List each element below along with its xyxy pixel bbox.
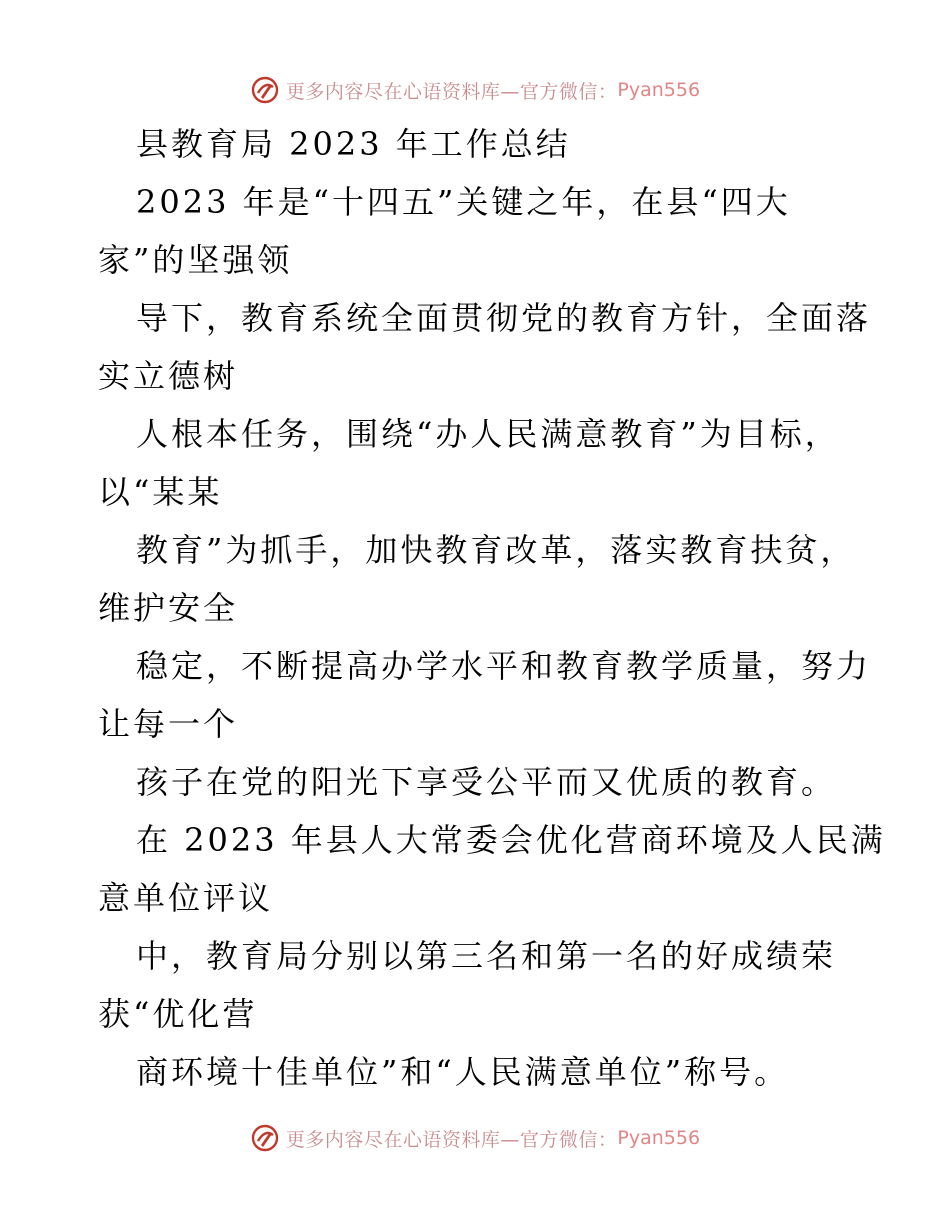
body-line: 维护安全 bbox=[98, 589, 239, 627]
body-line: 商环境十佳单位”和“人民满意单位”称号。 bbox=[136, 1053, 790, 1091]
body-line: 在 2023 年县人大常委会优化营商环境及人民满 bbox=[136, 821, 886, 859]
header-watermark bbox=[0, 70, 950, 110]
body-line: 以“某某 bbox=[98, 473, 223, 511]
watermark-account: Pyan556 bbox=[617, 79, 701, 101]
watermark-account: Pyan556 bbox=[617, 1127, 701, 1149]
body-line: 中，教育局分别以第三名和第一名的好成绩荣 bbox=[136, 937, 837, 975]
watermark-text: 更多内容尽在心语资料库—官方微信： bbox=[285, 1128, 618, 1151]
body-line: 实立德树 bbox=[98, 357, 239, 395]
logo-icon bbox=[250, 75, 280, 105]
body-line: 导下，教育系统全面贯彻党的教育方针，全面落 bbox=[136, 299, 872, 337]
watermark-text: 更多内容尽在心语资料库—官方微信： bbox=[285, 80, 618, 103]
body-line: 2023 年是“十四五”关键之年，在县“四大 bbox=[136, 183, 791, 221]
body-line: 稳定，不断提高办学水平和教育教学质量，努力 bbox=[136, 647, 872, 685]
document-title: 县教育局 2023 年工作总结 bbox=[136, 125, 571, 163]
footer-watermark bbox=[0, 1118, 950, 1158]
body-line: 孩子在党的阳光下享受公平而又优质的教育。 bbox=[136, 763, 837, 801]
logo-icon bbox=[250, 1123, 280, 1153]
body-line: 获“优化营 bbox=[98, 995, 258, 1033]
body-line: 意单位评议 bbox=[98, 879, 274, 917]
body-line: 家”的坚强领 bbox=[98, 241, 293, 279]
body-line: 人根本任务，围绕“办人民满意教育”为目标， bbox=[136, 415, 840, 453]
body-line: 教育”为抓手，加快教育改革，落实教育扶贫， bbox=[136, 531, 856, 569]
body-line: 让每一个 bbox=[98, 705, 239, 743]
